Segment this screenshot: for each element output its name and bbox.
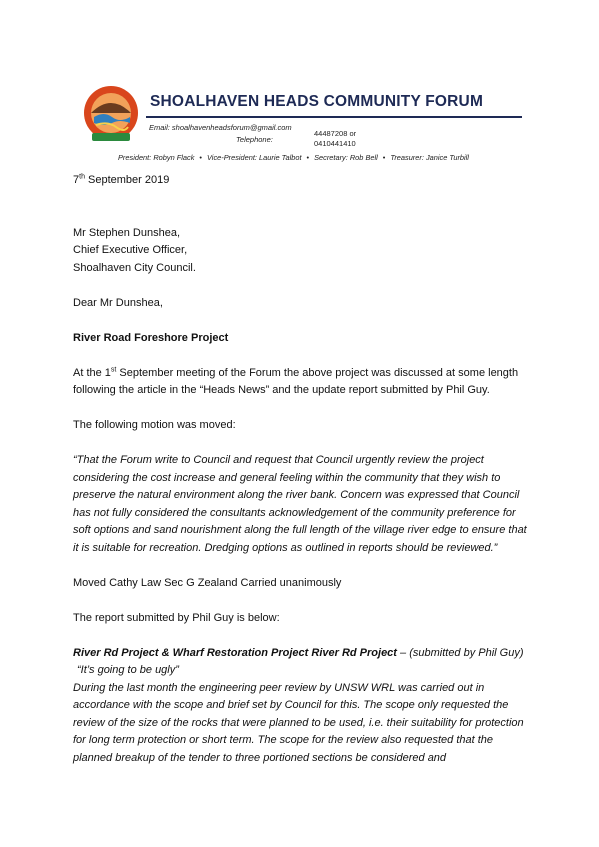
para1-sup: st xyxy=(110,365,117,373)
salutation: Dear Mr Dunshea, xyxy=(73,296,163,309)
telephone-number-2: 0410441410 xyxy=(314,139,356,148)
telephone-number-1: 44487208 or xyxy=(314,129,357,138)
subject-line: River Road Foreshore Project xyxy=(73,331,229,344)
letterhead xyxy=(82,83,522,163)
paragraph-meeting xyxy=(73,365,535,400)
report-heading xyxy=(73,645,535,663)
recipient-line-3: Shoalhaven City Council. xyxy=(73,261,196,274)
date-suffix: th xyxy=(79,173,85,181)
report-quote: “It’s going to be ugly” xyxy=(77,664,179,676)
date-rest: September 2019 xyxy=(84,174,170,186)
letter-date xyxy=(73,172,535,190)
officer-vice-president: Vice-President: Laurie Talbot xyxy=(207,153,302,162)
letterhead-rule xyxy=(146,116,522,118)
moved-line: Moved Cathy Law Sec G Zealand Carried unanimously xyxy=(73,576,342,589)
recipient-line-2: Chief Executive Officer, xyxy=(73,244,188,256)
para1-start: At the 1 xyxy=(73,366,111,379)
email-contact: Email: shoalhavenheadsforum@gmail.com xyxy=(149,123,292,132)
letter-body xyxy=(73,172,535,767)
officer-president: President: Robyn Flack xyxy=(118,153,195,162)
report-intro: The report submitted by Phil Guy is below: xyxy=(73,611,280,624)
report-heading-suffix: – (submitted by Phil Guy) xyxy=(396,646,524,659)
officer-secretary: Secretary: Rob Bell xyxy=(314,153,378,162)
report-heading-title: River Rd Project & Wharf Restoration Project River Rd Project xyxy=(73,646,397,659)
community-forum-logo-icon xyxy=(82,83,140,149)
motion-text: “That the Forum write to Council and request that Council urgently review the project considering the cost increase and general feeling within the community that they wish to preserve the natural environment along the river bank. Concern was expressed that Council has not fully considered the consultants acknowledgement of the community preference for soft options and sand nourishment along the full length of the village river edge to ensure that it is suitable for recreation. Dredging options as outlined in reports should be reviewed.” xyxy=(73,454,527,554)
bullet-separator: • xyxy=(306,153,310,162)
telephone-label: Telephone: xyxy=(236,135,273,144)
recipient-line-1: Mr Stephen Dunshea, xyxy=(73,226,181,239)
paragraph-motion-intro: The following motion was moved: xyxy=(73,419,236,431)
bullet-separator: • xyxy=(199,153,202,162)
telephone-numbers xyxy=(314,129,356,149)
bullet-separator: • xyxy=(382,153,386,162)
date-day: 7 xyxy=(73,174,80,186)
officers-line xyxy=(118,153,469,162)
officer-treasurer: Treasurer: Janice Turbill xyxy=(390,153,469,162)
report-body: During the last month the engineering peer review by UNSW WRL was carried out in accordance with the scope and brief set by Council for this. The scope only requested the review of the size of the rocks that were planned to be used, i.e. their suitability for protection for long term protection or short term. The scope for the review also requested that the planned breakup of the tender to three portioned sections be considered and xyxy=(73,681,524,764)
org-name: SHOALHAVEN HEADS COMMUNITY FORUM xyxy=(150,93,484,110)
para1-rest: September meeting of the Forum the above project was discussed at some length following the article in the “Heads News” and the update report submitted by Phil Guy. xyxy=(73,366,519,396)
